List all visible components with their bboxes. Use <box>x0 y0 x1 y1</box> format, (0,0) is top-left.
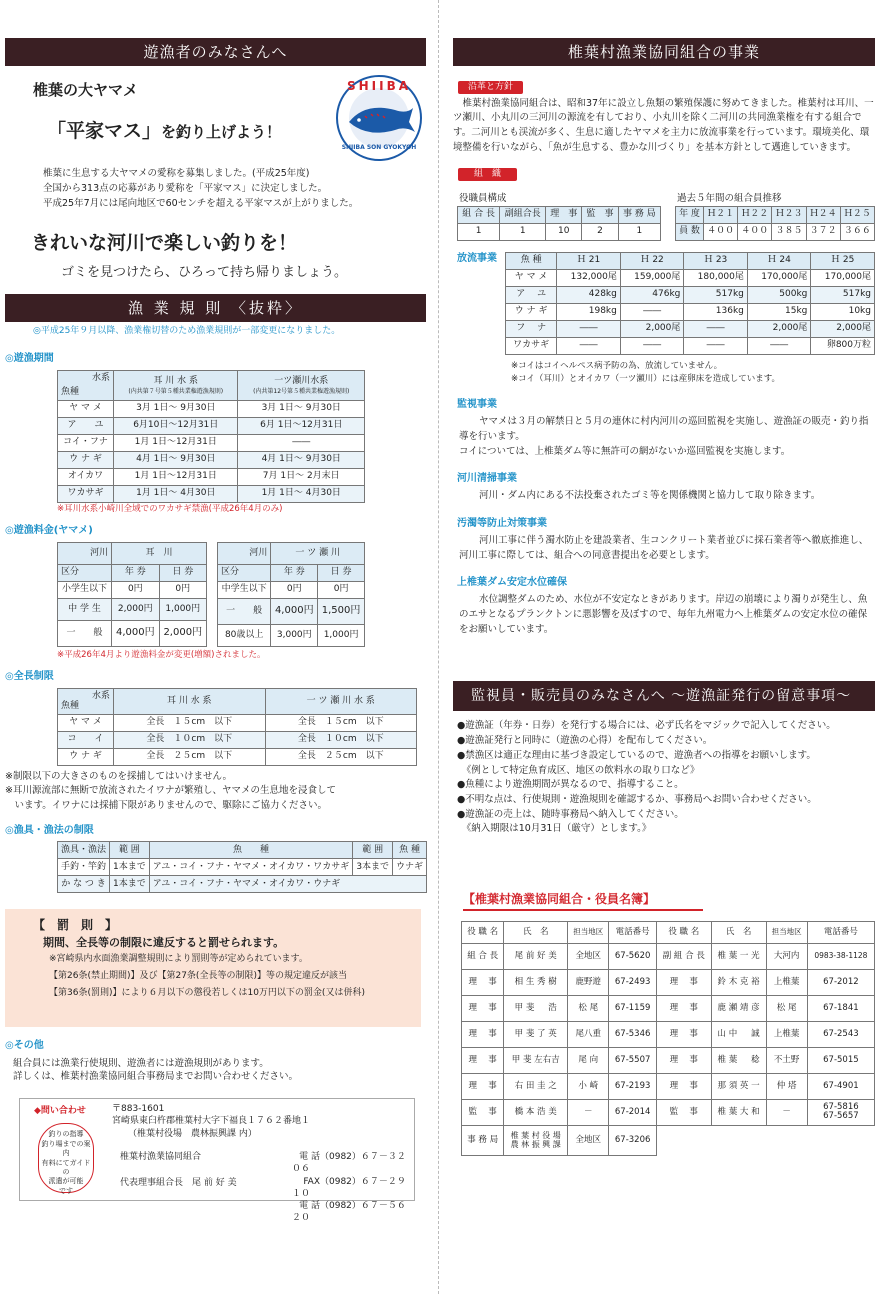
table-row: オイカワ 1月 1日～12月31日 7月 1日～ 2月末日 <box>58 468 365 485</box>
clean-text: 河川・ダム内にある不法投棄されたゴミ等を関係機関と協力して取り除きます。 <box>479 490 821 502</box>
logo-top-text: SHIIBA <box>346 79 412 93</box>
pollution-title: 汚濁等防止対策事業 <box>457 517 547 529</box>
roster-title: 【椎葉村漁業協同組合・役員名簿】 <box>463 891 703 910</box>
left-column <box>5 0 426 1223</box>
table-row: 一 般 4,000円 2,000円 <box>58 620 207 646</box>
penalty-lead: 期間、全長等の制限に違反すると罰せられます。 <box>43 935 285 949</box>
inspector-header: 監視員・販売員のみなさんへ ～遊漁証発行の留意事項～ <box>453 681 875 711</box>
table-row: 理 事 甲 斐 浩 松 尾 67-1159 理 事 鹿 瀬 靖 彦 松 尾 67-1841 <box>462 995 875 1021</box>
penalty-box <box>5 909 421 1027</box>
length-title: ◎全長制限 <box>5 671 54 683</box>
release-block <box>453 252 875 390</box>
table-row: ウ ナ ギ 198kg ―― 136kg 15kg 10kg <box>506 303 875 320</box>
period-col2: 一ツ瀬川水系 (内共第12号第５種共業権遊漁規則) <box>238 370 365 400</box>
members-title: 過去５年間の組合員推移 <box>677 192 782 204</box>
table-row: 事 務 局 椎 葉 村 役 場 農 林 振 興 課 全地区 67-3206 <box>462 1125 875 1155</box>
table-row: か な つ き 1本まで アユ・コイ・フナ・ヤマメ・オイカワ・ウナギ <box>58 876 427 893</box>
table-row: 中学生以下 0円 0円 <box>218 581 365 598</box>
fee-table-mimi: 河川 耳 川 区分 年 券 日 券 小学生以下 0円 0円 中 学 生 2,000円 1,000円 一 般 4,000円 2,000円 <box>57 542 207 647</box>
period-table <box>57 370 365 503</box>
org-section: 組 織 <box>453 167 875 182</box>
release-table: 魚 種 Ｈ 21 Ｈ 22 Ｈ 23 Ｈ 24 Ｈ 25 ヤ マ メ 132,000尾 159,000尾 180,000尾 170,000尾 170,000尾 ア ユ 428kg 476kg 517kg 500kg 517kg ウ ナ ギ 198kg ―― 136kg 15kg 10kg フ ナ ―― 2,000尾 ―― 2,000尾 2,000尾 ワカサギ ―― ―― ―― ―― 卵800万粒 <box>505 252 875 355</box>
gear-title: ◎漁具・漁法の制限 <box>5 824 94 836</box>
history-text: 椎葉村漁業協同組合は、昭和37年に設立し魚類の繁殖保護に努めてきました。椎葉村は耳川、一ツ瀬川、小丸川の三河川の源流を有しており、小丸川を除く二河川の共同漁業権を有する組合です。二河川とも渓流が多く、生息に適したヤマメを主力に放流事業を行っています。環境美化、環境整備を行いながら、「魚が生息する、豊かな川づくり」を基本方針として邁進していきます。 <box>453 97 874 153</box>
inspector-items: ●遊漁証（年券・日券）を発行する場合には、必ず氏名をマジックで記入してください。 ●遊漁証発行と同時に（遊漁の心得）を配布してください。 ●禁漁区は適正な理由に基づき設定しているので、遊漁者への指導をお願いします。 《例として特定魚育成区、地区の飲料水の取り口など》 ●魚種により遊漁期間が異なるので、指導すること。 ●不明な点は、行使規則・遊漁規則を確認するか、事務局へお問い合わせください。 ●遊漁証の売上は、随時事務局へ納入してください。 《納入期限は10月31日（厳守）とします。》 <box>457 720 836 835</box>
slogan-sub: ゴミを見つけたら、ひろって持ち帰りましょう。 <box>61 264 348 280</box>
heike-block <box>5 66 426 216</box>
table-row: フ ナ ―― 2,000尾 ―― 2,000尾 2,000尾 <box>506 320 875 337</box>
pollution-text: 河川工事に伴う濁水防止を建設業者、生コンクリート業者並びに採石業者等へ徹底推進し、河川工事に際しては、組合への同意書提出を必要とします。 <box>459 535 869 562</box>
table-row: 理 事 甲 斐 了 英 尾八重 67-5346 理 事 山 中 誠 上椎葉 67-2543 <box>462 1021 875 1047</box>
table-row: 理 事 右 田 圭 之 小 崎 67-2193 理 事 那 須 英 一 仲 塔 67-4901 <box>462 1073 875 1099</box>
guide-bubble: 釣りの指導 釣り場までの案内 有料にてガイドの 派遣が可能 です <box>38 1123 94 1193</box>
left-header: 遊漁者のみなさんへ <box>5 38 426 66</box>
other-lines: 組合員には漁業行使規則、遊漁者には遊漁規則があります。 詳しくは、椎葉村漁業協同組合事務局までお問い合わせください。 <box>13 1057 299 1083</box>
right-column <box>453 0 875 1156</box>
table-row: 一 般 4,000円 1,500円 <box>218 598 365 624</box>
contact-phones: 電 話（0982）６７－３２０６ FAX（0982）６７－２９１０ 電 話（0982）６７－５６２０ <box>292 1152 406 1223</box>
clean-title: 河川清掃事業 <box>457 472 517 484</box>
fee-title: ◎遊漁料金(ヤマメ) <box>5 525 93 537</box>
history-section <box>453 80 875 95</box>
contact-rep: 代表理事組合長 尾 前 好 美 <box>120 1178 237 1189</box>
dam-title: 上椎葉ダム安定水位確保 <box>457 576 567 588</box>
org-tables <box>453 192 875 242</box>
release-notes: ※コイはコイヘルペス病予防の為、放流していません。 ※コイ（耳川）とオイカワ（一ツ瀬川）には産卵床を造成しています。 <box>511 360 781 385</box>
table-row: コ イ 全長 １０cm 以下 全長 １０cm 以下 <box>58 731 417 748</box>
heike-headline: 「平家マス」を釣り上げよう！ <box>47 120 282 142</box>
fee-note: ※平成26年4月より遊漁料金が変更(増額)されました。 <box>57 649 266 660</box>
contact-org: 椎葉村漁業協同組合 <box>120 1152 202 1163</box>
org-table: 組 合 長 副組合長 理 事 監 事 事 務 局 1 1 10 2 1 <box>457 206 661 241</box>
yamame-title: 椎葉の大ヤマメ <box>33 81 139 99</box>
fee-table-hitotsuse: 河川 一 ツ 瀬 川 区分 年 券 日 券 中学生以下 0円 0円 一 般 4,000円 1,500円 80歳以上 3,000円 1,000円 <box>217 542 365 647</box>
members-table: 年 度 Ｈ２１ Ｈ２２ Ｈ２３ Ｈ２４ Ｈ２５ 員 数 ４００ ４００ ３８５ ３７２ ３６６ <box>675 206 875 241</box>
table-row: 組 合 長 尾 前 好 美 全地区 67-5620 副 組 合 長 椎 葉 一 光 大河内 0983-38-1128 <box>462 943 875 969</box>
table-row: 中 学 生 2,000円 1,000円 <box>58 598 207 620</box>
table-row: 監 事 橋 本 浩 美 － 67-2014 監 事 椎 葉 大 和 － 67-5816 67-5657 <box>462 1099 875 1125</box>
table-row: ウ ナ ギ 全長 ２５cm 以下 全長 ２５cm 以下 <box>58 748 417 765</box>
history-label: 沿革と方針 <box>458 81 523 94</box>
gear-table: 漁具・漁法 範 囲 魚 種 範 囲 魚 種 手釣・竿釣 1本まで アユ・コイ・フナ・ヤマメ・オイカワ・ワカサギ 3本まで ウナギ か な つ き 1本まで アユ・コイ・フナ・ヤマメ・オイカワ・ウナギ <box>57 841 427 893</box>
penalty-lines: ※宮崎県内水面漁業調整規則により罰則等が定められています。 【第26条(禁止期間)】及び【第27条(全長等の制限)】等の規定違反が該当 【第36条(罰則)】により６月以下の懲役若しくは10万円以下の罰金(又は併科) <box>49 953 365 998</box>
patrol-text: ヤマメは３月の解禁日と５月の連休に村内河川の巡回監視を実施し、遊漁証の販売・釣り指導を行います。 コイについては、上椎葉ダム等に無許可の網がないか巡回監視を実施します。 <box>459 416 869 457</box>
logo-bottom-text: SHIIBA SON GYOKYOH <box>341 144 417 151</box>
table-row: ヤ マ メ 全長 １５cm 以下 全長 １５cm 以下 <box>58 714 417 731</box>
period-corner: 水系 魚種 <box>58 370 114 400</box>
org-title: 役職員構成 <box>459 192 507 204</box>
roster-table: 役 職 名 氏 名 担当地区 電話番号 役 職 名 氏 名 担当地区 電話番号 組 合 長 尾 前 好 美 全地区 67-5620 副 組 合 長 椎 葉 一 光 大河内 0983-38-1128 理 事 相 生 秀 樹 鹿野遊 67-2493 理 事 鈴 木 克 裕 上椎葉 67-2012 理 事 甲 斐 浩 松 尾 67-1159 理 事 鹿 瀬 靖 彦 松 尾 67-1841 理 事 甲 斐 了 英 尾八重 67-5346 理 事 山 中 誠 上椎葉 67-2543 理 事 甲 斐 左右吉 尾 向 67-5507 理 事 椎 葉 稔 不土野 67-5015 理 事 右 田 圭 之 小 崎 67-2193 理 事 那 須 英 一 仲 塔 67-4901 監 事 橋 本 浩 美 － 67-2014 監 事 椎 葉 大 和 － 67-5816 67-5657 事 務 局 椎 葉 村 役 場 農 林 振 興 課 全地区 67-3206 <box>461 921 875 1156</box>
table-row: ウ ナ ギ 4月 1日～ 9月30日 4月 1日～ 9月30日 <box>58 451 365 468</box>
table-row: 80歳以上 3,000円 1,000円 <box>218 624 365 646</box>
release-title: 放流事業 <box>457 252 497 264</box>
patrol-title: 監視事業 <box>457 398 497 410</box>
length-table: 水系 魚種 耳 川 水 系 一 ツ 瀬 川 水 系 ヤ マ メ 全長 １５cm 以下 全長 １５cm 以下 コ イ 全長 １０cm 以下 全長 １０cm 以下 ウ ナ ギ 全長 ２５cm 以下 全長 ２５cm 以下 <box>57 688 417 766</box>
table-row: 1 1 10 2 1 <box>458 223 661 240</box>
table-row: ワカサギ ―― ―― ―― ―― 卵800万粒 <box>506 337 875 354</box>
shiiba-logo <box>335 74 423 162</box>
rules-header: 漁 業 規 則 〈抜粋〉 <box>5 294 426 322</box>
table-row: ヤ マ メ 3月 1日～ 9月30日 3月 1日～ 9月30日 <box>58 400 365 417</box>
fee-tables <box>57 542 426 647</box>
contact-box <box>19 1098 415 1223</box>
penalty-title: 【 罰 則 】 <box>33 918 118 933</box>
table-row: ワカサギ 1月 1日～ 4月30日 1月 1日～ 4月30日 <box>58 485 365 502</box>
slogan: きれいな河川で楽しい釣りを！ <box>31 232 298 254</box>
table-row: 理 事 甲 斐 左右吉 尾 向 67-5507 理 事 椎 葉 稔 不土野 67-5015 <box>462 1047 875 1073</box>
right-header: 椎葉村漁業協同組合の事業 <box>453 38 875 66</box>
contact-address: 〒883-1601 宮崎県東臼杵郡椎葉村大字下福良１７６２番地１ （椎葉村役場 農林振興課 内） <box>112 1104 311 1139</box>
fold-line <box>438 0 439 1294</box>
table-row: 小学生以下 0円 0円 <box>58 581 207 598</box>
table-row: ア ユ 6月10日～12月31日 6月 1日～12月31日 <box>58 417 365 434</box>
table-row: ア ユ 428kg 476kg 517kg 500kg 517kg <box>506 286 875 303</box>
rules-notice: ◎平成25年９月以降、漁業権切替のため漁業規則が一部変更になりました。 <box>33 326 341 337</box>
contact-label: ◆問い合わせ <box>34 1106 86 1117</box>
other-title: ◎その他 <box>5 1040 44 1052</box>
period-col1: 耳 川 水 系 (内共第７号第５種共業権遊漁規則) <box>114 370 238 400</box>
table-row: 理 事 相 生 秀 樹 鹿野遊 67-2493 理 事 鈴 木 克 裕 上椎葉 67-2012 <box>462 969 875 995</box>
table-row: コイ・フナ 1月 1日～12月31日 ―― <box>58 434 365 451</box>
intro-text: 椎葉に生息する大ヤマメの愛称を募集しました。(平成25年度) 全国から313点の応募があり愛称を「平家マス」に決定しました。 平成25年7月には尾向地区で60センチを超える平家マスが上がりました。 <box>43 168 359 210</box>
period-note: ※耳川水系小崎川全域でのワカサギ禁漁(平成26年4月のみ) <box>57 503 283 514</box>
table-row: 手釣・竿釣 1本まで アユ・コイ・フナ・ヤマメ・オイカワ・ワカサギ 3本まで ウナギ <box>58 859 427 876</box>
period-title: ◎遊漁期間 <box>5 353 54 365</box>
dam-text: 水位調整ダムのため、水位が不安定なときがあります。岸辺の崩壊により濁りが発生し、魚のエサとなるプランクトンに悪影響を及ぼすので、毎年九州電力へ上椎葉ダムの安定水位の確保をお願いしています。 <box>459 594 868 635</box>
length-notes: ※制限以下の大きさのものを採捕してはいけません。 ※耳川源流部に無断で放流されたイワナが繁殖し、ヤマメの生息地を浸食して います。イワナには採捕下限がありませんので、駆除にご協力ください。 <box>5 770 336 811</box>
table-row: ヤ マ メ 132,000尾 159,000尾 180,000尾 170,000尾 170,000尾 <box>506 269 875 286</box>
